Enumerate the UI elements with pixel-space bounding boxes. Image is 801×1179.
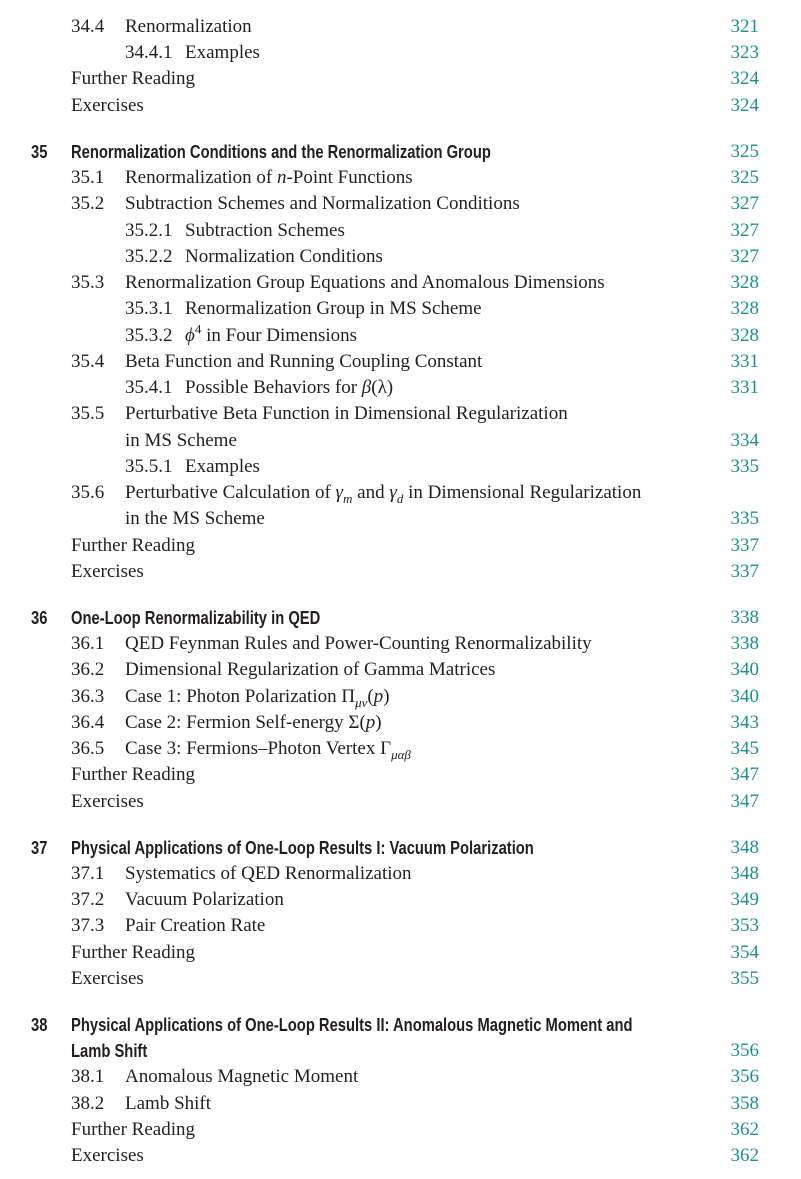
chapter-number: 36: [31, 608, 48, 628]
page-number[interactable]: 340: [730, 659, 759, 680]
entry-number: 35.6: [71, 482, 105, 503]
chapter-heading[interactable]: [0, 1012, 801, 1038]
entry-title: Lamb Shift: [125, 1093, 212, 1114]
toc-entry[interactable]: [0, 218, 801, 244]
toc-entry[interactable]: [0, 244, 801, 270]
toc-entry[interactable]: [0, 1091, 801, 1117]
toc-entry[interactable]: [0, 93, 801, 119]
page-number[interactable]: 331: [730, 377, 759, 398]
page-number[interactable]: 355: [730, 968, 759, 989]
toc-entry[interactable]: [0, 480, 801, 506]
chapter-heading-continued[interactable]: [0, 1038, 801, 1064]
page-number[interactable]: 338: [730, 633, 759, 654]
entry-number: 37.2: [71, 889, 105, 910]
chapter-heading[interactable]: [0, 139, 801, 165]
toc-entry[interactable]: [0, 559, 801, 585]
toc-entry[interactable]: [0, 789, 801, 815]
entry-number: 36.2: [71, 659, 105, 680]
page-number[interactable]: 338: [730, 607, 759, 628]
entry-title: Further Reading: [71, 764, 196, 785]
toc-entry[interactable]: [0, 887, 801, 913]
chapter-title: Physical Applications of One-Loop Results I: Vacuum Polarization: [71, 838, 534, 858]
page-number[interactable]: 349: [730, 889, 759, 910]
toc-entry[interactable]: [0, 913, 801, 939]
toc-entry[interactable]: [0, 762, 801, 788]
page-number[interactable]: 348: [730, 837, 759, 858]
toc-entry[interactable]: [0, 323, 801, 349]
entry-title: Possible Behaviors for β(λ): [185, 377, 394, 398]
page-number[interactable]: 335: [730, 508, 759, 529]
entry-number: 37.1: [71, 863, 105, 884]
toc-entry[interactable]: [0, 533, 801, 559]
page-number[interactable]: 325: [730, 167, 759, 188]
page-number[interactable]: 353: [730, 915, 759, 936]
entry-number: 36.1: [71, 633, 105, 654]
page-number[interactable]: 334: [730, 430, 759, 451]
page-number[interactable]: 337: [730, 535, 759, 556]
entry-title: Subtraction Schemes: [185, 220, 345, 241]
entry-title: Case 3: Fermions–Photon Vertex $\Gamma_{\mu\alpha\beta}$: [125, 738, 411, 762]
entry-title: Beta Function and Running Coupling Constant: [125, 351, 483, 372]
page-number[interactable]: 362: [730, 1145, 759, 1166]
toc-entry[interactable]: [0, 631, 801, 657]
toc-entry[interactable]: [0, 657, 801, 683]
entry-title: Renormalization: [125, 16, 252, 37]
toc-entry[interactable]: [0, 296, 801, 322]
entry-number: 35.3.1: [125, 298, 173, 319]
page-number[interactable]: 348: [730, 863, 759, 884]
entry-title: Subtraction Schemes and Normalization Conditions: [125, 193, 520, 214]
toc-entry[interactable]: [0, 710, 801, 736]
entry-number: 38.2: [71, 1093, 105, 1114]
page-number[interactable]: 354: [730, 942, 759, 963]
entry-title: Renormalization Group Equations and Anomalous Dimensions: [125, 272, 605, 293]
page-number[interactable]: 323: [730, 42, 759, 63]
page-number[interactable]: 347: [730, 791, 759, 812]
page-number[interactable]: 328: [730, 272, 759, 293]
entry-number: 34.4.1: [125, 42, 173, 63]
entry-number: 35.2.2: [125, 246, 173, 267]
entry-title: Further Reading: [71, 942, 196, 963]
page-number[interactable]: 327: [730, 246, 759, 267]
toc-entry[interactable]: [0, 684, 801, 710]
entry-title: $\phi^4$ in Four Dimensions: [185, 321, 358, 346]
entry-title: Examples: [185, 42, 260, 63]
entry-title: Pair Creation Rate: [125, 915, 266, 936]
chapter-number: 35: [31, 142, 48, 162]
page-number[interactable]: 337: [730, 561, 759, 582]
entry-title: Case 2: Fermion Self-energy Σ(p): [125, 712, 382, 733]
toc-entry[interactable]: [0, 165, 801, 191]
entry-title: Perturbative Calculation of $\gamma_m$ and $\gamma_d$ in Dimensional Regularization: [125, 482, 642, 506]
chapter-title: Renormalization Conditions and the Renormalization Group: [71, 142, 491, 162]
entry-number: 35.3.2: [125, 325, 173, 346]
entry-number: 34.4: [71, 16, 105, 37]
page-number[interactable]: 324: [730, 68, 759, 89]
toc-entry[interactable]: [0, 66, 801, 92]
page-number[interactable]: 335: [730, 456, 759, 477]
entry-title: Renormalization of n-Point Functions: [125, 167, 413, 188]
page-number[interactable]: 358: [730, 1093, 759, 1114]
chapter-number: 37: [31, 838, 48, 858]
toc-entry[interactable]: [0, 454, 801, 480]
toc-entry-continued[interactable]: [0, 428, 801, 454]
entry-number: 38.1: [71, 1066, 105, 1087]
toc-entry[interactable]: [0, 401, 801, 427]
entry-title: Vacuum Polarization: [125, 889, 284, 910]
entry-number: 35.1: [71, 167, 105, 188]
page-number[interactable]: 325: [730, 141, 759, 162]
entry-title: Renormalization Group in MS Scheme: [185, 298, 482, 319]
toc-entry[interactable]: [0, 966, 801, 992]
entry-number: 35.2.1: [125, 220, 173, 241]
toc-entry[interactable]: [0, 940, 801, 966]
page-number[interactable]: 345: [730, 738, 759, 759]
page-number[interactable]: 327: [730, 193, 759, 214]
entry-number: 35.4.1: [125, 377, 173, 398]
toc-entry[interactable]: [0, 349, 801, 375]
page-number[interactable]: 331: [730, 351, 759, 372]
page-number[interactable]: 328: [730, 298, 759, 319]
entry-title: Exercises: [71, 968, 144, 989]
page-number[interactable]: 328: [730, 325, 759, 346]
chapter-title: One-Loop Renormalizability in QED: [71, 608, 321, 628]
entry-number: 35.4: [71, 351, 105, 372]
toc-entry[interactable]: [0, 1143, 801, 1169]
entry-number: 37.3: [71, 915, 105, 936]
chapter-title: Physical Applications of One-Loop Results II: Anomalous Magnetic Moment and: [71, 1015, 633, 1035]
toc-entry[interactable]: [0, 375, 801, 401]
entry-title: Exercises: [71, 95, 144, 116]
entry-title: Anomalous Magnetic Moment: [125, 1066, 359, 1087]
toc-entry[interactable]: [0, 40, 801, 66]
toc-entry[interactable]: [0, 14, 801, 40]
entry-title: Perturbative Beta Function in Dimensional Regularization: [125, 403, 568, 424]
page-number[interactable]: 347: [730, 764, 759, 785]
entry-number: 35.5.1: [125, 456, 173, 477]
entry-number: 35.3: [71, 272, 105, 293]
page-number[interactable]: 321: [730, 16, 759, 37]
chapter-number: 38: [31, 1015, 48, 1035]
entry-title: Normalization Conditions: [185, 246, 383, 267]
page-number[interactable]: 340: [730, 686, 759, 707]
chapter-heading[interactable]: [0, 605, 801, 631]
entry-title: Exercises: [71, 791, 144, 812]
toc-entry-continued[interactable]: [0, 506, 801, 532]
entry-title: QED Feynman Rules and Power-Counting Renormalizability: [125, 633, 592, 654]
chapter-heading[interactable]: [0, 835, 801, 861]
page-number[interactable]: 362: [730, 1119, 759, 1140]
entry-title-continued: in MS Scheme: [125, 430, 237, 451]
entry-number: 35.2: [71, 193, 105, 214]
page-number[interactable]: 356: [730, 1066, 759, 1087]
entry-title: Systematics of QED Renormalization: [125, 863, 412, 884]
entry-number: 36.3: [71, 686, 105, 707]
toc-entry[interactable]: [0, 1064, 801, 1090]
entry-number: 36.5: [71, 738, 105, 759]
page-number[interactable]: 343: [730, 712, 759, 733]
entry-title: Further Reading: [71, 1119, 196, 1140]
toc-entry[interactable]: [0, 270, 801, 296]
chapter-title-continued: Lamb Shift: [71, 1041, 148, 1061]
page-number[interactable]: 356: [730, 1040, 759, 1061]
page-number[interactable]: 324: [730, 95, 759, 116]
toc-entry[interactable]: [0, 736, 801, 762]
entry-title: Exercises: [71, 1145, 144, 1166]
entry-title: Exercises: [71, 561, 144, 582]
entry-title: Further Reading: [71, 68, 196, 89]
entry-number: 35.5: [71, 403, 105, 424]
toc-entry[interactable]: [0, 1117, 801, 1143]
entry-number: 36.4: [71, 712, 105, 733]
entry-title: Case 1: Photon Polarization $\Pi_{\mu\nu}(p)$: [125, 686, 390, 710]
entry-title: Dimensional Regularization of Gamma Matrices: [125, 659, 496, 680]
toc-entry[interactable]: [0, 191, 801, 217]
page-number[interactable]: 327: [730, 220, 759, 241]
entry-title: Examples: [185, 456, 260, 477]
toc-entry[interactable]: [0, 861, 801, 887]
entry-title-continued: in the MS Scheme: [125, 508, 265, 529]
entry-title: Further Reading: [71, 535, 196, 556]
